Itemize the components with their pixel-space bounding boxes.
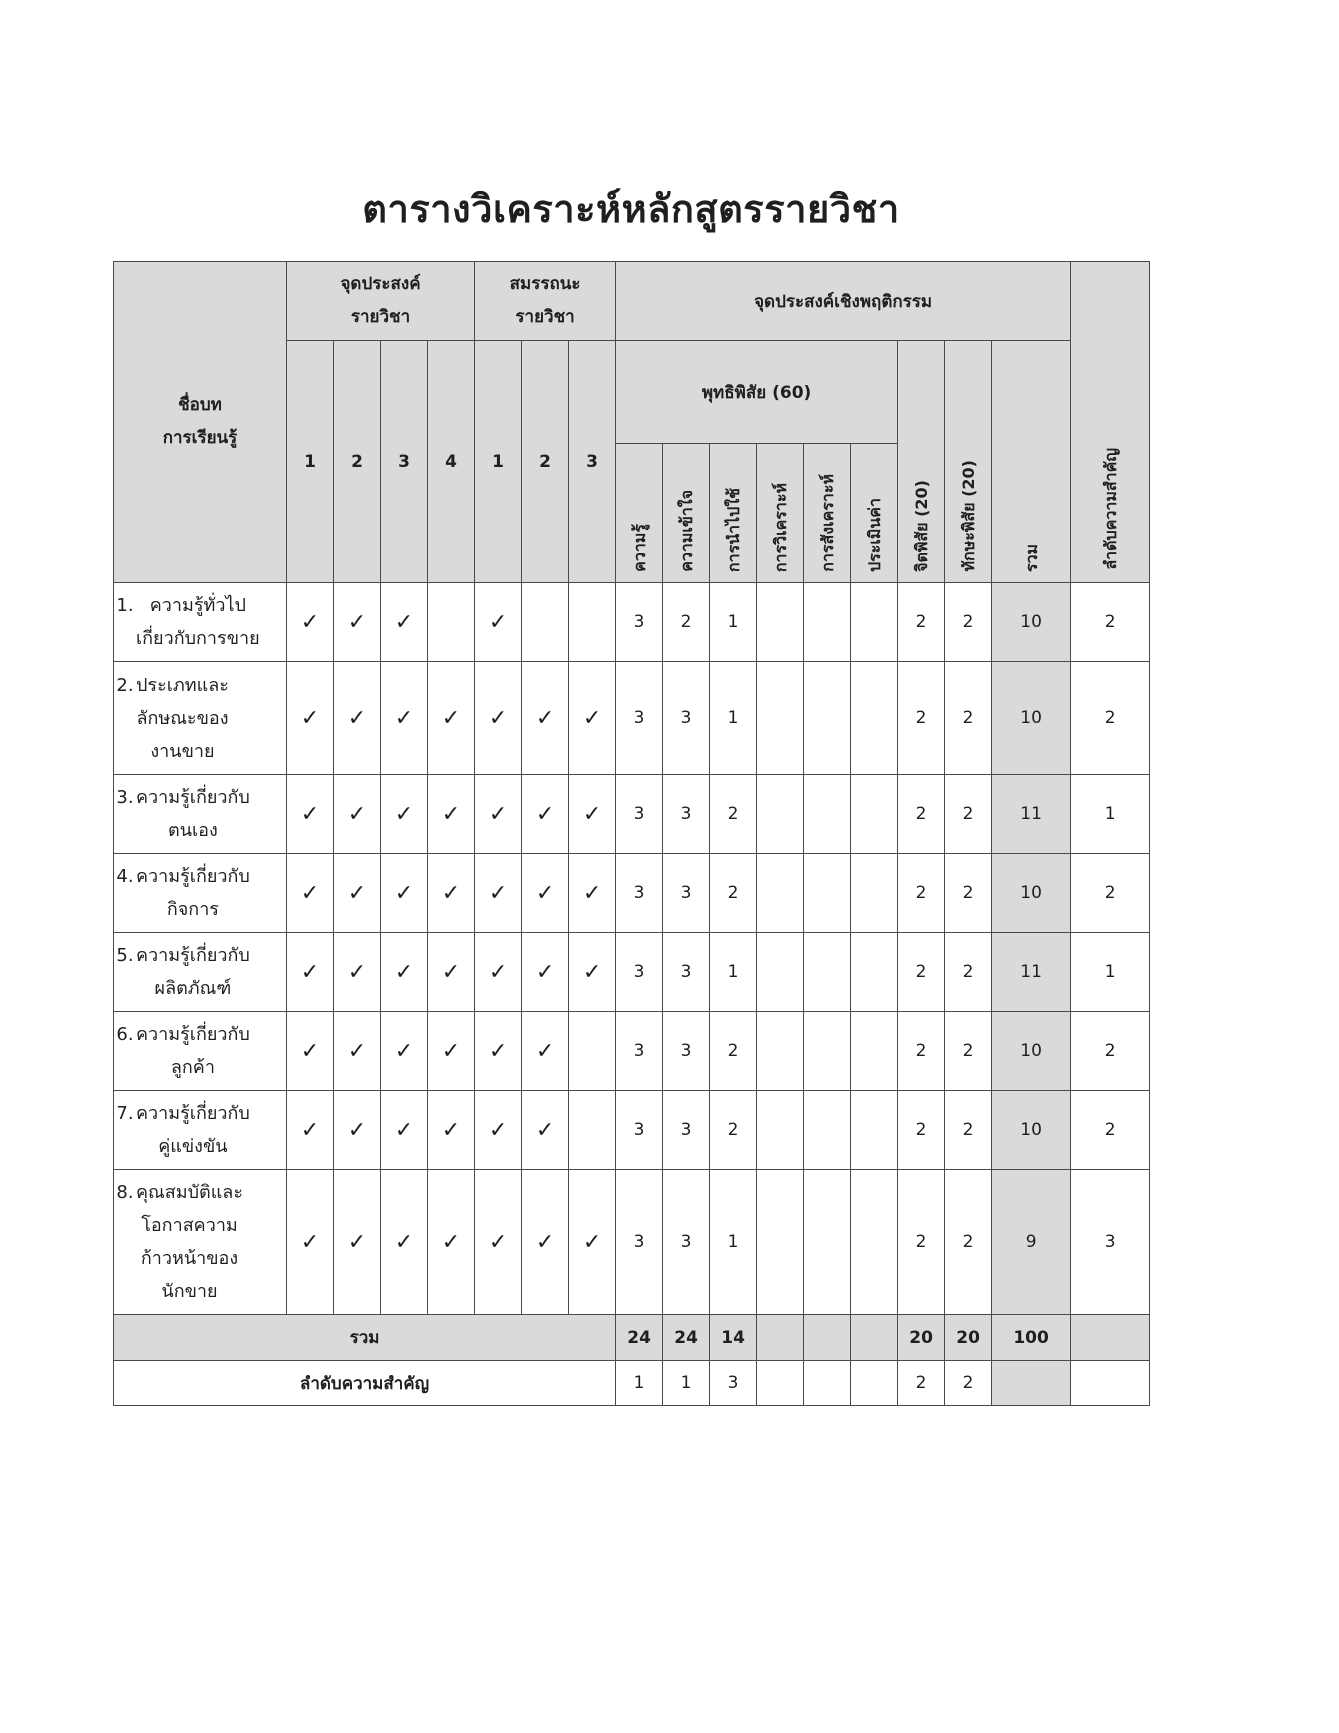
header-objective-3: 3 (381, 341, 428, 583)
competency-check-2: ✓ (522, 1012, 569, 1091)
header-application: การนำไปใช้ (710, 444, 757, 583)
rank-row (114, 1361, 1150, 1406)
cognitive-score-5 (804, 933, 851, 1012)
rank-value: 1 (1071, 933, 1150, 1012)
header-competency-3: 3 (569, 341, 616, 583)
cognitive-score-1: 3 (616, 933, 663, 1012)
topic-name: ความรู้ทั่วไป เกี่ยวกับการขาย (136, 595, 260, 649)
rank-row-label: ลำดับความสำคัญ (114, 1361, 616, 1406)
objective-check-4: ✓ (428, 1170, 475, 1315)
cognitive-score-3: 1 (710, 933, 757, 1012)
cognitive-score-2: 2 (663, 583, 710, 662)
header-objective-1: 1 (287, 341, 334, 583)
cognitive-score-5 (804, 1012, 851, 1091)
header-behavioral: จุดประสงค์เชิงพฤติกรรม (616, 262, 1071, 341)
affective-score: 2 (898, 662, 945, 775)
rank-value: 2 (1071, 854, 1150, 933)
rank-row-rank (1071, 1361, 1150, 1406)
competency-check-1: ✓ (475, 583, 522, 662)
competency-check-2 (522, 583, 569, 662)
competency-check-1: ✓ (475, 775, 522, 854)
total-score: 10 (992, 854, 1071, 933)
competency-check-2: ✓ (522, 933, 569, 1012)
cognitive-score-4 (757, 583, 804, 662)
objective-check-1: ✓ (287, 1170, 334, 1315)
topic-name: ความรู้เกี่ยวกับ คู่แข่งขัน (136, 1103, 250, 1157)
header-competency-1: 1 (475, 341, 522, 583)
cognitive-score-3: 1 (710, 1170, 757, 1315)
cognitive-score-2: 3 (663, 933, 710, 1012)
rank-row-cognitive-2: 1 (663, 1361, 710, 1406)
rank-row-affective: 2 (898, 1361, 945, 1406)
affective-score: 2 (898, 1091, 945, 1170)
cognitive-score-4 (757, 1170, 804, 1315)
cognitive-score-3: 1 (710, 583, 757, 662)
competency-check-1: ✓ (475, 854, 522, 933)
total-score: 11 (992, 933, 1071, 1012)
rank-value: 2 (1071, 662, 1150, 775)
topic-number: 1. (116, 595, 134, 616)
cognitive-score-3: 1 (710, 662, 757, 775)
objective-check-2: ✓ (334, 583, 381, 662)
objective-check-2: ✓ (334, 854, 381, 933)
competency-check-3: ✓ (569, 662, 616, 775)
psychomotor-score: 2 (945, 933, 992, 1012)
cognitive-score-5 (804, 1091, 851, 1170)
psychomotor-score: 2 (945, 1091, 992, 1170)
objective-check-2: ✓ (334, 662, 381, 775)
competency-check-1: ✓ (475, 1170, 522, 1315)
sum-row-psychomotor: 20 (945, 1315, 992, 1361)
rank-value: 3 (1071, 1170, 1150, 1315)
header-topic: ชื่อบท การเรียนรู้ (114, 262, 287, 583)
objective-check-4: ✓ (428, 854, 475, 933)
sum-row-affective: 20 (898, 1315, 945, 1361)
objective-check-1: ✓ (287, 583, 334, 662)
objective-check-1: ✓ (287, 854, 334, 933)
affective-score: 2 (898, 933, 945, 1012)
objective-check-3: ✓ (381, 583, 428, 662)
topic-cell (114, 775, 287, 854)
cognitive-score-3: 2 (710, 1091, 757, 1170)
table-row (114, 933, 1150, 1012)
header-comprehension: ความเข้าใจ (663, 444, 710, 583)
competency-check-3 (569, 583, 616, 662)
competency-check-1: ✓ (475, 1012, 522, 1091)
topic-cell (114, 1170, 287, 1315)
affective-score: 2 (898, 854, 945, 933)
header-competencies: สมรรถนะ รายวิชา (475, 262, 616, 341)
psychomotor-score: 2 (945, 662, 992, 775)
rank-value: 2 (1071, 1012, 1150, 1091)
header-synthesis: การสังเคราะห์ (804, 444, 851, 583)
competency-check-2: ✓ (522, 1091, 569, 1170)
objective-check-4 (428, 583, 475, 662)
rank-value: 2 (1071, 583, 1150, 662)
objective-check-1: ✓ (287, 662, 334, 775)
psychomotor-score: 2 (945, 1012, 992, 1091)
objective-check-4: ✓ (428, 775, 475, 854)
cognitive-score-6 (851, 1091, 898, 1170)
cognitive-score-5 (804, 583, 851, 662)
topic-name: ประเภทและ ลักษณะของ งานขาย (136, 674, 229, 762)
rank-row-cognitive-6 (851, 1361, 898, 1406)
competency-check-3 (569, 1091, 616, 1170)
cognitive-score-2: 3 (663, 1012, 710, 1091)
affective-score: 2 (898, 775, 945, 854)
objective-check-2: ✓ (334, 1170, 381, 1315)
cognitive-score-3: 2 (710, 1012, 757, 1091)
competency-check-3: ✓ (569, 933, 616, 1012)
cognitive-score-2: 3 (663, 775, 710, 854)
competency-check-1: ✓ (475, 662, 522, 775)
topic-cell (114, 662, 287, 775)
topic-cell (114, 854, 287, 933)
cognitive-score-1: 3 (616, 1091, 663, 1170)
total-score: 9 (992, 1170, 1071, 1315)
competency-check-2: ✓ (522, 775, 569, 854)
topic-name: ความรู้เกี่ยวกับ กิจการ (136, 866, 250, 920)
total-score: 11 (992, 775, 1071, 854)
table-row (114, 1170, 1150, 1315)
total-score: 10 (992, 583, 1071, 662)
topic-number: 7. (116, 1103, 134, 1124)
cognitive-score-5 (804, 854, 851, 933)
cognitive-score-1: 3 (616, 775, 663, 854)
cognitive-score-6 (851, 1012, 898, 1091)
cognitive-score-3: 2 (710, 775, 757, 854)
header-knowledge: ความรู้ (616, 444, 663, 583)
objective-check-4: ✓ (428, 1091, 475, 1170)
header-psychomotor: ทักษะพิสัย (20) (945, 341, 992, 583)
objective-check-3: ✓ (381, 1170, 428, 1315)
objective-check-1: ✓ (287, 775, 334, 854)
topic-cell (114, 583, 287, 662)
competency-check-3: ✓ (569, 775, 616, 854)
page-title: ตารางวิเคราะห์หลักสูตรรายวิชา (362, 187, 900, 231)
sum-row-cognitive-5 (804, 1315, 851, 1361)
cognitive-score-6 (851, 1170, 898, 1315)
topic-name: ความรู้เกี่ยวกับ ลูกค้า (136, 1024, 250, 1078)
cognitive-score-1: 3 (616, 662, 663, 775)
cognitive-score-4 (757, 1012, 804, 1091)
sum-row (114, 1315, 1150, 1361)
header-rank: ลำดับความสำคัญ (1071, 262, 1150, 583)
table-row (114, 583, 1150, 662)
cognitive-score-5 (804, 1170, 851, 1315)
psychomotor-score: 2 (945, 775, 992, 854)
cognitive-score-4 (757, 662, 804, 775)
sum-row-cognitive-6 (851, 1315, 898, 1361)
cognitive-score-3: 2 (710, 854, 757, 933)
header-evaluation: ประเมินค่า (851, 444, 898, 583)
objective-check-2: ✓ (334, 775, 381, 854)
topic-number: 2. (116, 674, 134, 696)
cognitive-score-2: 3 (663, 1091, 710, 1170)
cognitive-score-2: 3 (663, 662, 710, 775)
cognitive-score-6 (851, 662, 898, 775)
cognitive-score-1: 3 (616, 1170, 663, 1315)
sum-row-cognitive-1: 24 (616, 1315, 663, 1361)
table-row (114, 1012, 1150, 1091)
affective-score: 2 (898, 1012, 945, 1091)
cognitive-score-6 (851, 583, 898, 662)
objective-check-3: ✓ (381, 933, 428, 1012)
topic-cell (114, 1012, 287, 1091)
objective-check-3: ✓ (381, 662, 428, 775)
sum-row-rank (1071, 1315, 1150, 1361)
topic-number: 4. (116, 866, 134, 887)
objective-check-2: ✓ (334, 933, 381, 1012)
psychomotor-score: 2 (945, 854, 992, 933)
cognitive-score-6 (851, 775, 898, 854)
objective-check-4: ✓ (428, 933, 475, 1012)
cognitive-score-5 (804, 775, 851, 854)
cognitive-score-1: 3 (616, 583, 663, 662)
cognitive-score-1: 3 (616, 1012, 663, 1091)
table-row (114, 854, 1150, 933)
header-total: รวม (992, 341, 1071, 583)
sum-row-label: รวม (114, 1315, 616, 1361)
table-row (114, 775, 1150, 854)
header-competency-2: 2 (522, 341, 569, 583)
header-affective: จิตพิสัย (20) (898, 341, 945, 583)
objective-check-3: ✓ (381, 854, 428, 933)
topic-number: 8. (116, 1182, 134, 1203)
objective-check-1: ✓ (287, 933, 334, 1012)
rank-row-psychomotor: 2 (945, 1361, 992, 1406)
competency-check-3: ✓ (569, 1170, 616, 1315)
affective-score: 2 (898, 583, 945, 662)
sum-row-cognitive-4 (757, 1315, 804, 1361)
competency-check-2: ✓ (522, 1170, 569, 1315)
cognitive-score-2: 3 (663, 854, 710, 933)
objective-check-3: ✓ (381, 1091, 428, 1170)
cognitive-score-4 (757, 1091, 804, 1170)
header-cognitive: พุทธิพิสัย (60) (616, 341, 898, 444)
objective-check-2: ✓ (334, 1091, 381, 1170)
cognitive-score-2: 3 (663, 1170, 710, 1315)
header-objective-4: 4 (428, 341, 475, 583)
total-score: 10 (992, 1012, 1071, 1091)
total-score: 10 (992, 1091, 1071, 1170)
total-score: 10 (992, 662, 1071, 775)
rank-row-cognitive-4 (757, 1361, 804, 1406)
cognitive-score-6 (851, 933, 898, 1012)
rank-row-cognitive-5 (804, 1361, 851, 1406)
objective-check-3: ✓ (381, 1012, 428, 1091)
table-row (114, 662, 1150, 775)
rank-row-total (992, 1361, 1071, 1406)
header-analysis: การวิเคราะห์ (757, 444, 804, 583)
sum-row-cognitive-2: 24 (663, 1315, 710, 1361)
competency-check-1: ✓ (475, 1091, 522, 1170)
cognitive-score-6 (851, 854, 898, 933)
topic-name: คุณสมบัติและ โอกาสความ ก้าวหน้าของ นักขาย (136, 1182, 244, 1302)
objective-check-2: ✓ (334, 1012, 381, 1091)
psychomotor-score: 2 (945, 1170, 992, 1315)
competency-check-2: ✓ (522, 854, 569, 933)
topic-cell (114, 1091, 287, 1170)
topic-name: ความรู้เกี่ยวกับ ผลิตภัณฑ์ (136, 945, 250, 999)
rank-row-cognitive-1: 1 (616, 1361, 663, 1406)
objective-check-3: ✓ (381, 775, 428, 854)
psychomotor-score: 2 (945, 583, 992, 662)
topic-cell (114, 933, 287, 1012)
competency-check-3 (569, 1012, 616, 1091)
header-objective-2: 2 (334, 341, 381, 583)
sum-row-cognitive-3: 14 (710, 1315, 757, 1361)
cognitive-score-4 (757, 775, 804, 854)
header-objectives: จุดประสงค์ รายวิชา (287, 262, 475, 341)
competency-check-3: ✓ (569, 854, 616, 933)
table-row (114, 1091, 1150, 1170)
objective-check-1: ✓ (287, 1012, 334, 1091)
rank-row-cognitive-3: 3 (710, 1361, 757, 1406)
objective-check-1: ✓ (287, 1091, 334, 1170)
objective-check-4: ✓ (428, 662, 475, 775)
objective-check-4: ✓ (428, 1012, 475, 1091)
cognitive-score-5 (804, 662, 851, 775)
competency-check-2: ✓ (522, 662, 569, 775)
sum-row-total: 100 (992, 1315, 1071, 1361)
competency-check-1: ✓ (475, 933, 522, 1012)
curriculum-analysis-table (113, 261, 1150, 1406)
cognitive-score-4 (757, 854, 804, 933)
topic-name: ความรู้เกี่ยวกับ ตนเอง (136, 787, 250, 841)
cognitive-score-1: 3 (616, 854, 663, 933)
affective-score: 2 (898, 1170, 945, 1315)
rank-value: 1 (1071, 775, 1150, 854)
topic-number: 3. (116, 787, 134, 808)
topic-number: 5. (116, 945, 134, 966)
topic-number: 6. (116, 1024, 134, 1045)
rank-value: 2 (1071, 1091, 1150, 1170)
cognitive-score-4 (757, 933, 804, 1012)
